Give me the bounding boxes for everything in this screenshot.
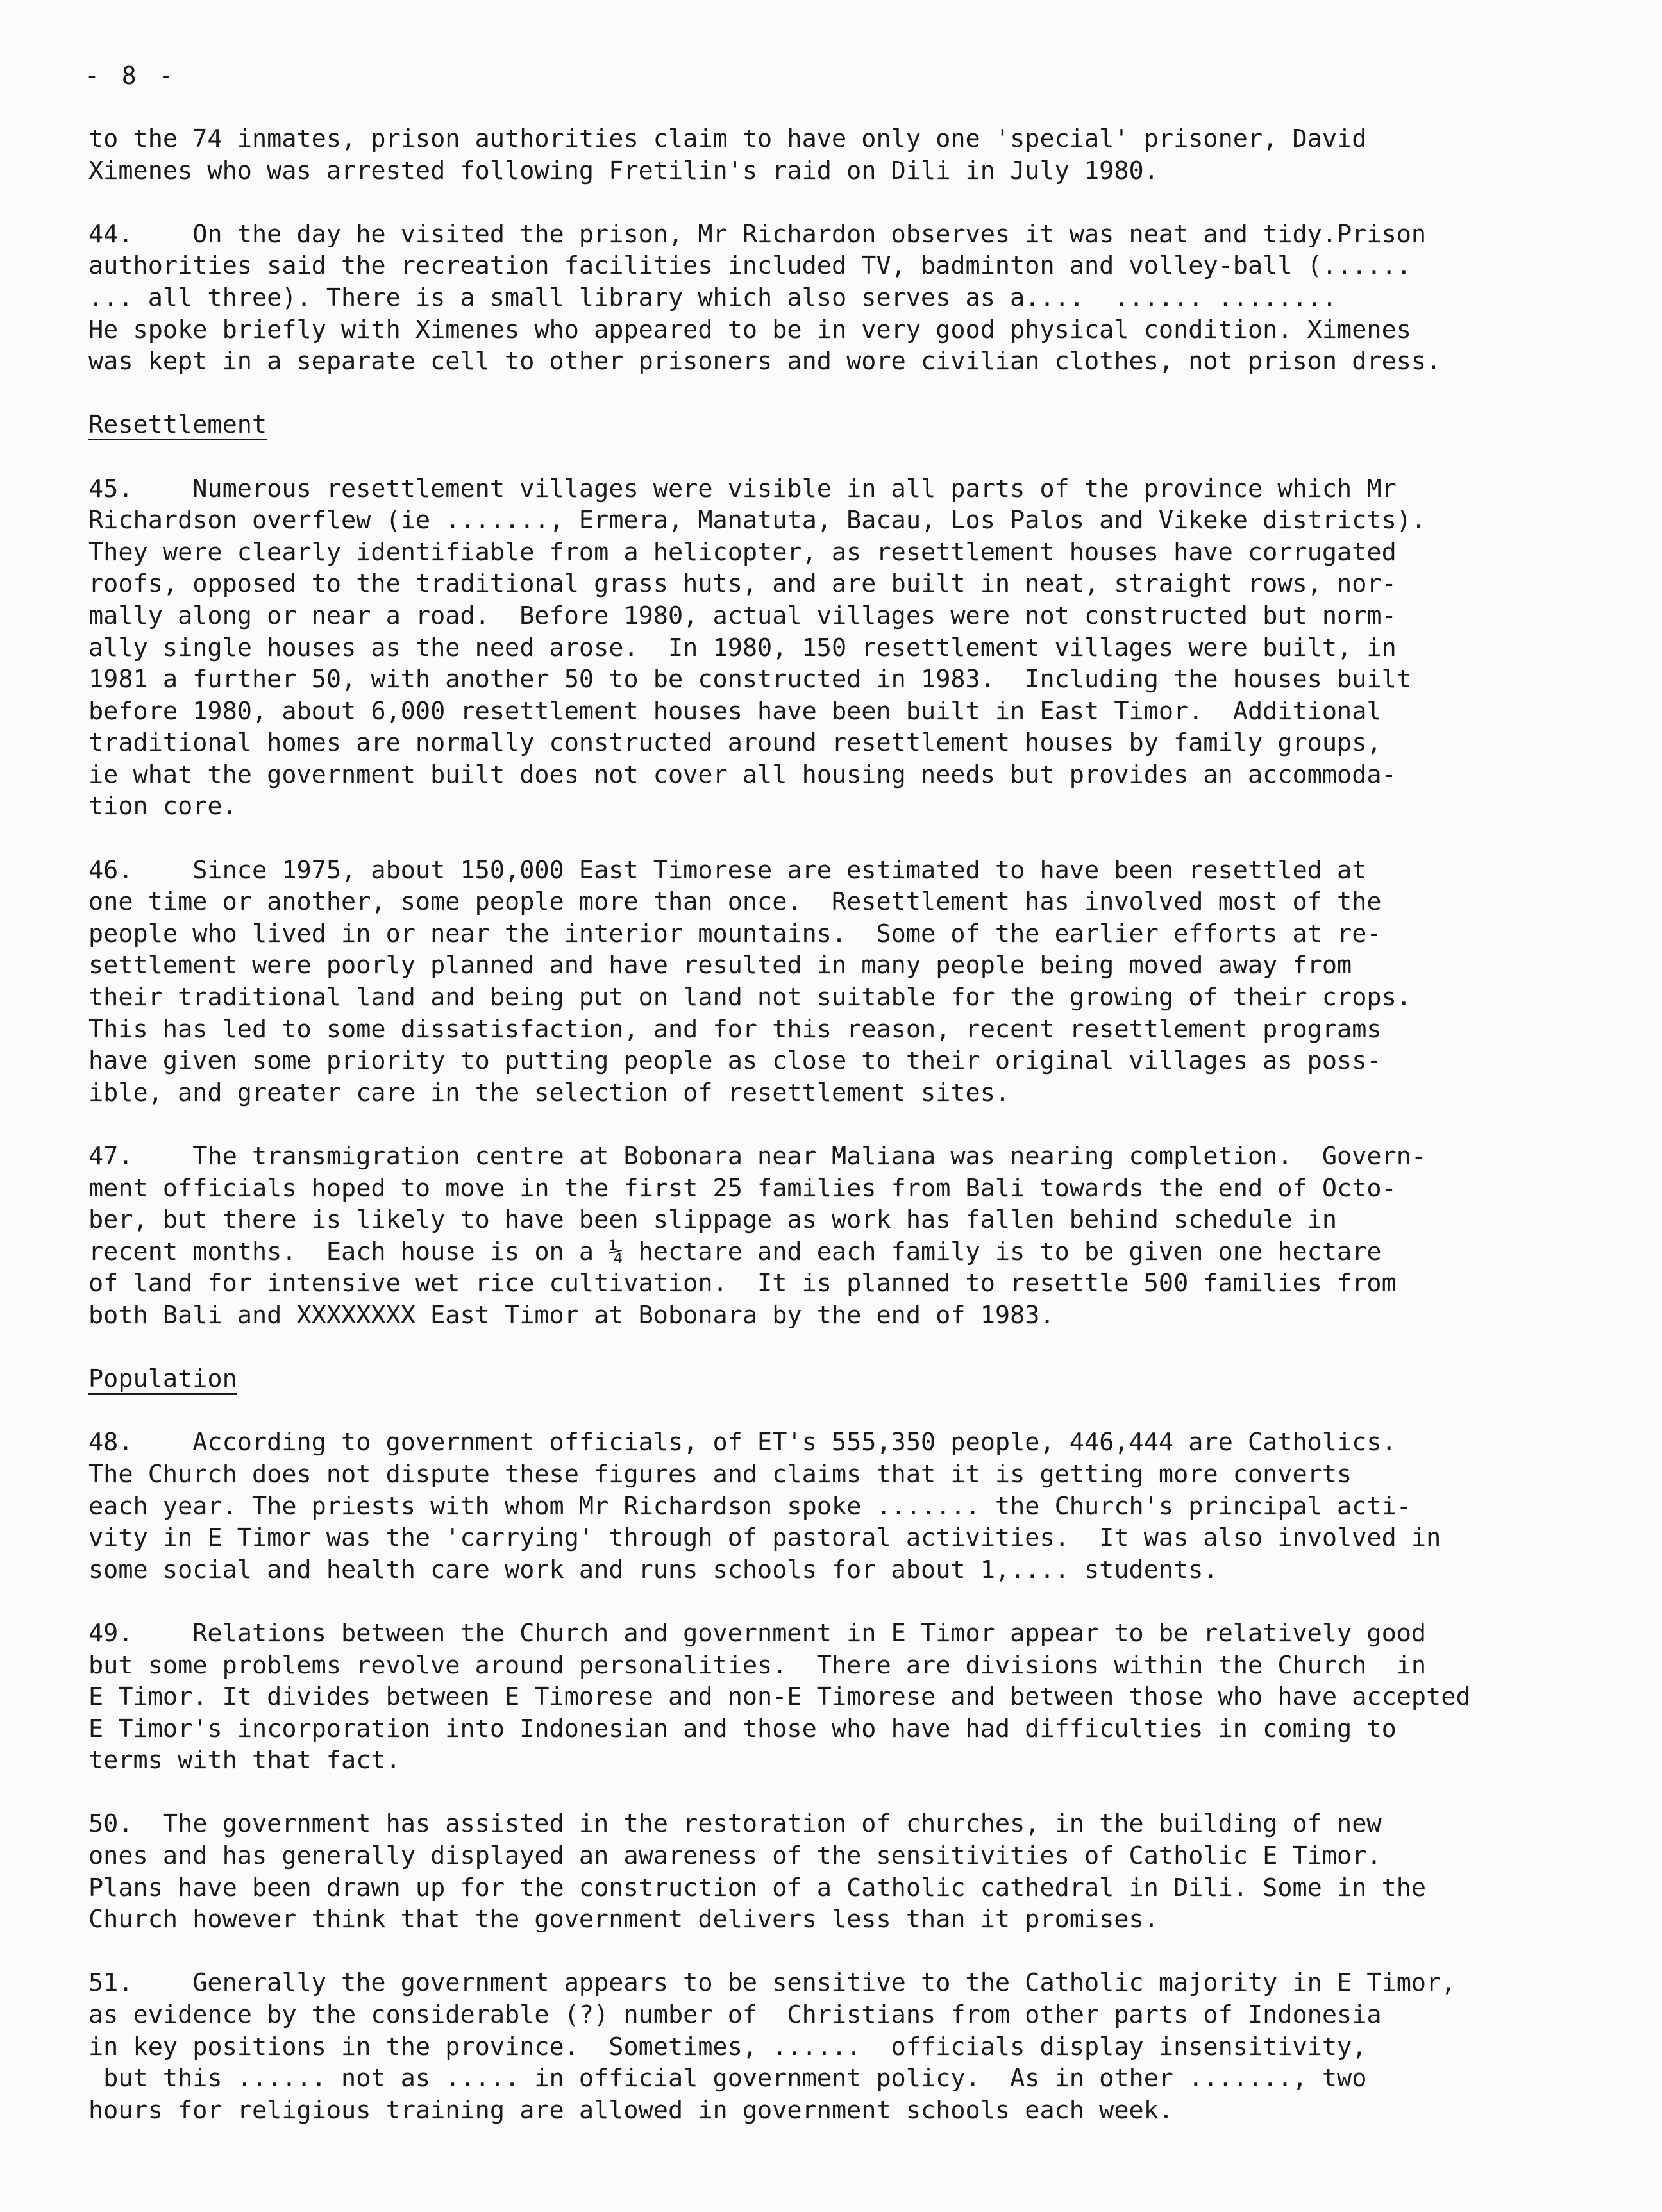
paragraph-48: 48. According to government officials, of ET's 555,350 people, 446,444 are Catholics. The Church does not dispute these figures and claims that it is getting more converts each year. The priests with whom Mr Richardson spoke ....... the Church's principal acti- vity in E Timor was the 'carrying' through of pastoral activities. It was also involved in some social and health care work and runs schools for about 1,.... students.: [88, 1428, 1441, 1584]
paragraph-intro: to the 74 inmates, prison authorities claim to have only one 'special' prisoner, David Ximenes who was arrested following Fretilin's raid on Dili in July 1980.: [88, 124, 1367, 185]
paragraph-45: 45. Numerous resettlement villages were visible in all parts of the province which Mr Richardson overflew (ie ......., Ermera, Manatuta, Bacau, Los Palos and Vikeke districts). They were clearly identifiable from a helicopter, as resettlement houses have corrugated roofs, opposed to the traditional grass huts, and are built in neat, straight rows, nor- mally along or near a road. Before 1980, actual villages were not constructed but norm- ally single houses as the need arose. In 1980, 150 resettlement villages were built, in 1981 a further 50, with another 50 to be constructed in 1983. Including the houses built before 1980, about 6,000 resettlement houses have been built in East Timor. Additional traditional homes are normally constructed around resettlement houses by family groups, ie what the government built does not cover all housing needs but provides an accommoda- tion core.: [88, 474, 1427, 821]
section-heading-population: Population: [88, 1364, 237, 1394]
page-number: - 8 -: [85, 62, 178, 90]
paragraph-51: 51. Generally the government appears to be sensitive to the Catholic majority in E Timor, as evidence by the considerable (?) number of Christians from other parts of Indonesia in key positions in the province. Sometimes, ...... officials display insensitivity, but this ...... not as ..... in official government policy. As in other ......., two hours for religious training are allowed in government schools each week.: [88, 1968, 1456, 2125]
document-body: [88, 123, 1576, 2158]
paragraph-46: 46. Since 1975, about 150,000 East Timorese are estimated to have been resettled at one time or another, some people more than once. Resettlement has involved most of the people who lived in or near the interior mountains. Some of the earlier efforts at re- settlement were poorly planned and have resulted in many people being moved away from their traditional land and being put on land not suitable for the growing of their crops. This has led to some dissatisfaction, and for this reason, recent resettlement programs have given some priority to putting people as close to their original villages as poss- ible, and greater care in the selection of resettlement sites.: [88, 855, 1411, 1107]
paragraph-49: 49. Relations between the Church and government in E Timor appear to be relatively good but some problems revolve around personalities. There are divisions within the Church in E Timor. It divides between E Timorese and non-E Timorese and between those who have accepted E Timor's incorporation into Indonesian and those who have had difficulties in coming to terms with that fact.: [88, 1618, 1471, 1775]
paragraph-47: 47. The transmigration centre at Bobonara near Maliana was nearing completion. Govern- ment officials hoped to move in the first 25 families from Bali towards the end of Octo- ber, but there is likely to have been slippage as work has fallen behind schedule in recent months. Each house is on a ¼ hectare and each family is to be given one hectare of land for intensive wet rice cultivation. It is planned to resettle 500 families from both Bali and XXXXXXXX East Timor at Bobonara by the end of 1983.: [88, 1142, 1427, 1330]
paragraph-44: 44. On the day he visited the prison, Mr Richardon observes it was neat and tidy.Prison authorities said the recreation facilities included TV, badminton and volley-ball (...... ... all three). There is a small library which also serves as a.... ...... ........ He spoke briefly with Ximenes who appeared to be in very good physical condition. Ximenes was kept in a separate cell to other prisoners and wore civilian clothes, not prison dress.: [88, 219, 1441, 376]
paragraph-50: 50. The government has assisted in the restoration of churches, in the building of new ones and has generally displayed an awareness of the sensitivities of Catholic E Timor. Plans have been drawn up for the construction of a Catholic cathedral in Dili. Some in the Church however think that the government delivers less than it promises.: [88, 1809, 1427, 1934]
section-heading-resettlement: Resettlement: [88, 410, 267, 440]
